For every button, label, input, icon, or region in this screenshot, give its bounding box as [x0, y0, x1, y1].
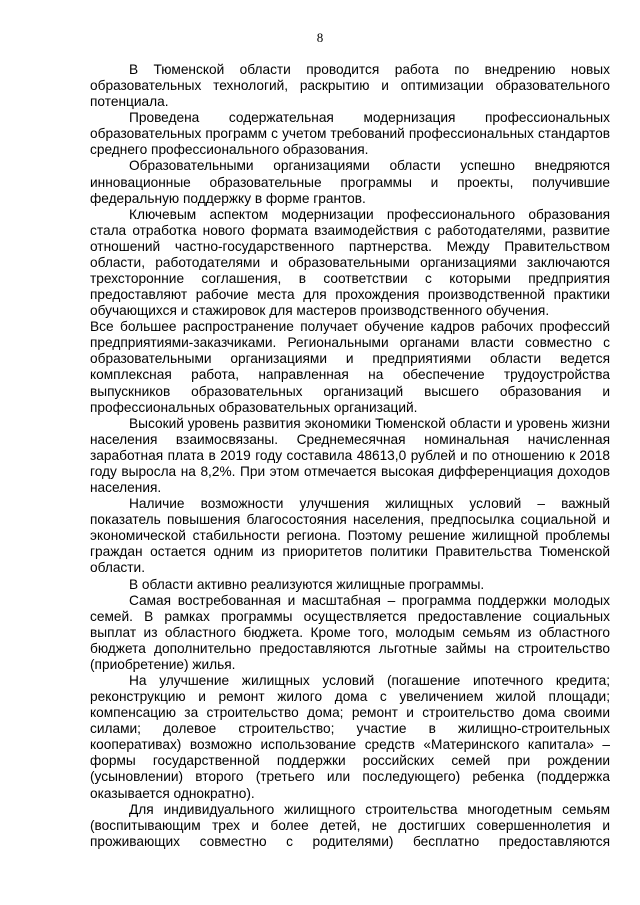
- paragraph: Высокий уровень развития экономики Тюменской области и уровень жизни населения взаимосвязаны. Среднемесячная номинальная начисленная заработная плата в 2019 году составила 48613,0 рублей и по отношению к 2018 году выросла на 8,2%. При этом отмечается высокая дифференциация доходов населения.: [90, 415, 610, 496]
- paragraph: На улучшение жилищных условий (погашение ипотечного кредита; реконструкцию и ремонт жилого дома с увеличением жилой площади; компенсацию за строительство дома; ремонт и строительство дома своими силами; долевое строительство; участие в жилищно-строительных кооперативах) возможно использование средств «Материнского капитала» – формы государственной поддержки российских семей при рождении (усыновлении) второго (третьего или последующего) ребенка (поддержка оказывается однократно).: [90, 672, 610, 801]
- paragraph: Все большее распространение получает обучение кадров рабочих профессий предприятиями-заказчиками. Региональными органами власти совместно с образовательными организациями и предприятиями области ведется комплексная работа, направленная на обеспечение трудоустройства выпускников образовательных организаций высшего образования и профессиональных образовательных организаций.: [90, 319, 610, 415]
- paragraph: Проведена содержательная модернизация профессиональных образовательных программ с учетом требований профессиональных стандартов среднего профессионального образования.: [90, 110, 610, 158]
- paragraph: Наличие возможности улучшения жилищных условий – важный показатель повышения благосостояния населения, предпосылка социальной и экономической стабильности региона. Поэтому решение жилищной проблемы граждан остается одним из приоритетов политики Правительства Тюменской области.: [90, 496, 610, 576]
- paragraph: Образовательными организациями области успешно внедряются инновационные образовательные программы и проекты, получившие федеральную поддержку в форме грантов.: [90, 158, 610, 206]
- paragraph: В области активно реализуются жилищные программы.: [129, 576, 485, 592]
- paragraph: Для индивидуального жилищного строительства многодетным семьям (воспитывающим трех и более детей, не достигших совершеннолетия и проживающих совместно с родителями) бесплатно предоставляются: [90, 801, 610, 849]
- paragraph: Самая востребованная и масштабная – программа поддержки молодых семей. В рамках программы осуществляется предоставление социальных выплат из областного бюджета. Кроме того, молодым семьям из областного бюджета дополнительно предоставляются льготные займы на строительство (приобретение) жилья.: [90, 592, 610, 672]
- paragraph: В Тюменской области проводится работа по внедрению новых образовательных технологий, раскрытию и оптимизации образовательного потенциала.: [90, 62, 610, 110]
- paragraph: Ключевым аспектом модернизации профессионального образования стала отработка нового формата взаимодействия с работодателями, развитие отношений частно-государственного партнерства. Между Правительством области, работодателями и образовательными организациями заключаются трехсторонние соглашения, в соответствии с которыми предприятия предоставляют рабочие места для прохождения производственной практики обучающихся и стажировок для мастеров производственного обучения.: [90, 206, 610, 319]
- page-number: 8: [316, 30, 324, 45]
- document-body: [90, 62, 610, 850]
